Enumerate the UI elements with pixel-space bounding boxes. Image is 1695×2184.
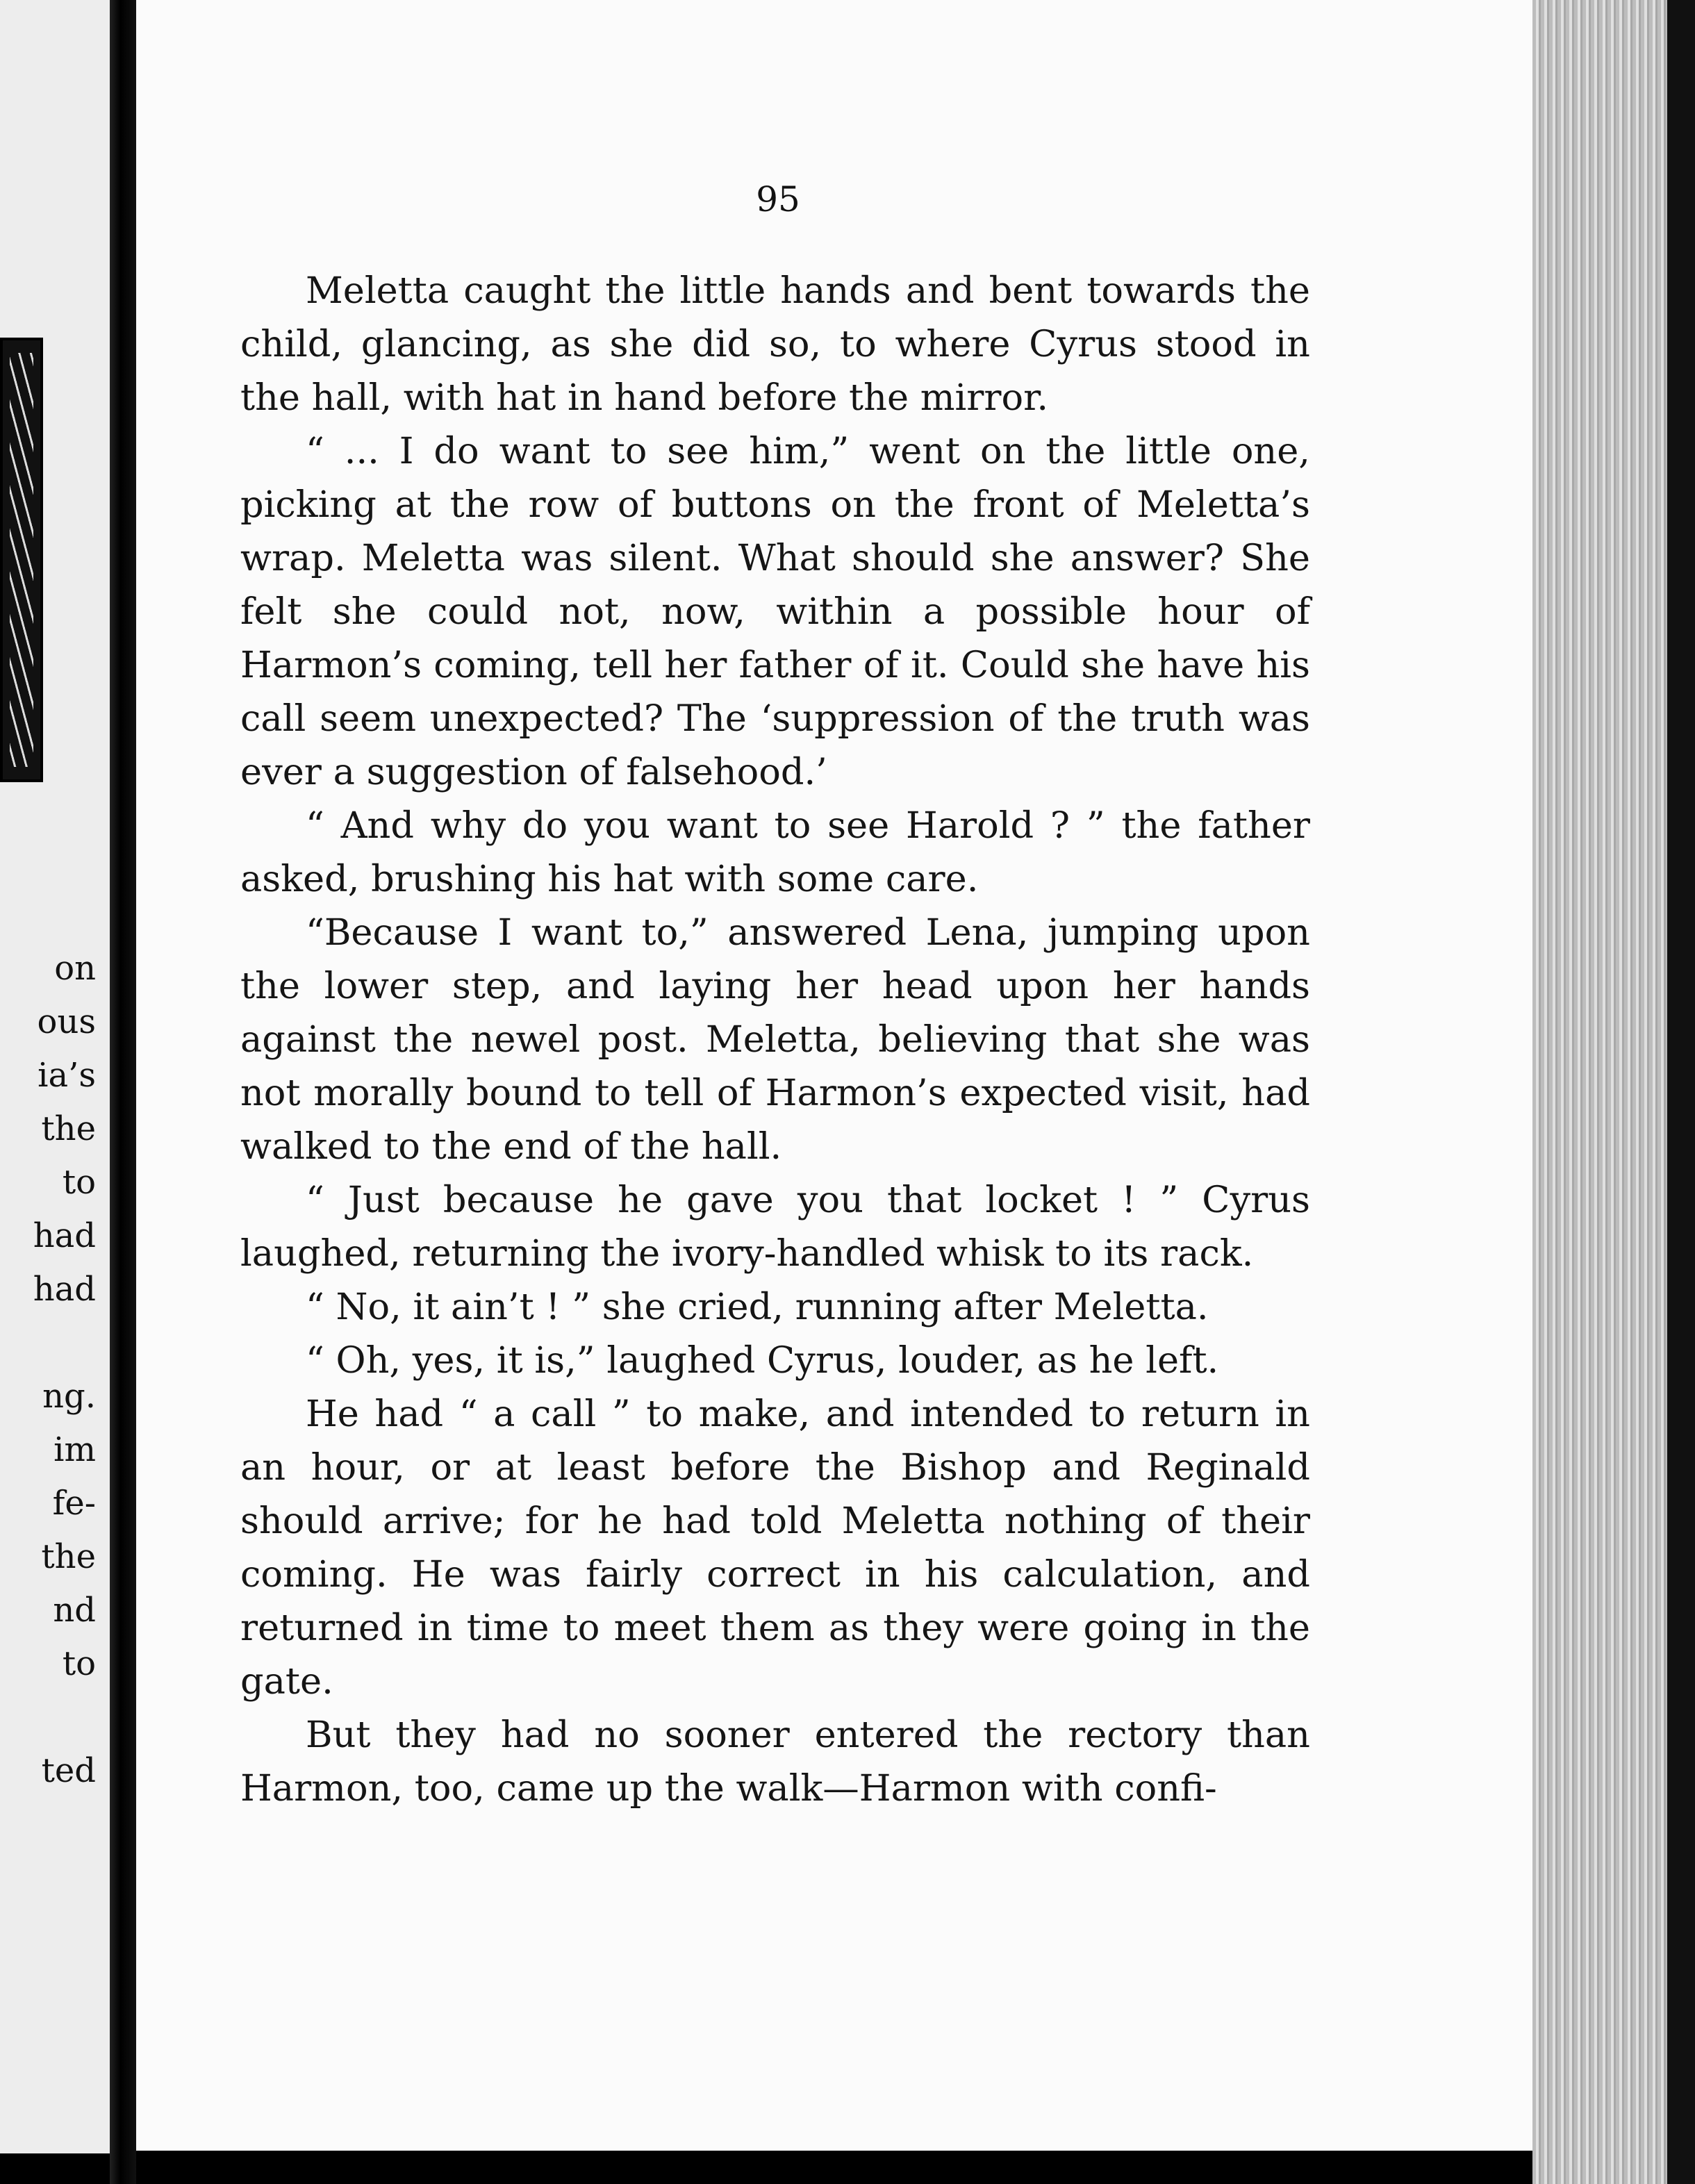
paragraph: “ Oh, yes, it is,” laughed Cyrus, louder, as he left. — [306, 1339, 1219, 1382]
left-facing-page — [0, 0, 110, 2153]
paragraph: But they had no sooner entered the rectory than Harmon, too, came up the walk—Harmon with confi- — [240, 1714, 1310, 1810]
paragraph: “ No, it ain’t ! ” she cried, running after Meletta. — [306, 1286, 1209, 1328]
left-page-word: to — [62, 1163, 96, 1202]
paragraph: “ And why do you want to see Harold ? ” the father asked, brushing his hat with some care. — [240, 804, 1310, 900]
page-edges-stack — [1532, 0, 1695, 2184]
paragraph: Meletta caught the little hands and bent towards the child, glancing, as she did so, to where Cyrus stood in the hall, with hat in hand before the mirror. — [240, 270, 1310, 419]
left-page-word: im — [53, 1430, 96, 1469]
page-body-text — [240, 264, 1310, 1815]
paragraph: He had “ a call ” to make, and intended to return in an hour, or at least before the Bishop and Reginald should arrive; for he had told Meletta nothing of their coming. He was fairly correct in his calculation, and returned in time to meet them as they were going in the gate. — [240, 1393, 1310, 1703]
left-page-word: nd — [53, 1591, 96, 1630]
paragraph: “ ... I do want to see him,” went on the little one, picking at the row of buttons on the front of Meletta’s wrap. Meletta was silent. What should she answer? She felt she could not, now, within a possible hour of Harmon’s coming, tell her father of it. Could she have his call seem unexpected? The ‘suppression of the truth was ever a suggestion of falsehood.’ — [240, 430, 1310, 793]
page-number: 95 — [756, 179, 800, 220]
book-gutter — [110, 0, 136, 2184]
left-page-word: fe- — [52, 1484, 96, 1523]
left-page-word: ng. — [42, 1377, 96, 1416]
left-page-word: had — [33, 1216, 96, 1255]
decorative-border-ornament — [0, 338, 43, 782]
left-page-word: had — [33, 1270, 96, 1309]
left-page-word: to — [62, 1644, 96, 1683]
left-page-word: ted — [41, 1751, 96, 1790]
paragraph: “Because I want to,” answered Lena, jumping upon the lower step, and laying her head upon her hands against the newel post. Meletta, believing that she was not morally bound to tell of Harmon’s expected visit, had walked to the end of the hall. — [240, 911, 1310, 1168]
left-page-word: the — [41, 1537, 96, 1576]
left-page-word: ous — [37, 1002, 96, 1041]
paragraph: “ Just because he gave you that locket ! ” Cyrus laughed, returning the ivory-handled whisk to its rack. — [240, 1179, 1310, 1275]
left-page-word: the — [41, 1109, 96, 1148]
left-page-word: ia’s — [38, 1056, 96, 1095]
left-page-word: on — [54, 949, 96, 988]
